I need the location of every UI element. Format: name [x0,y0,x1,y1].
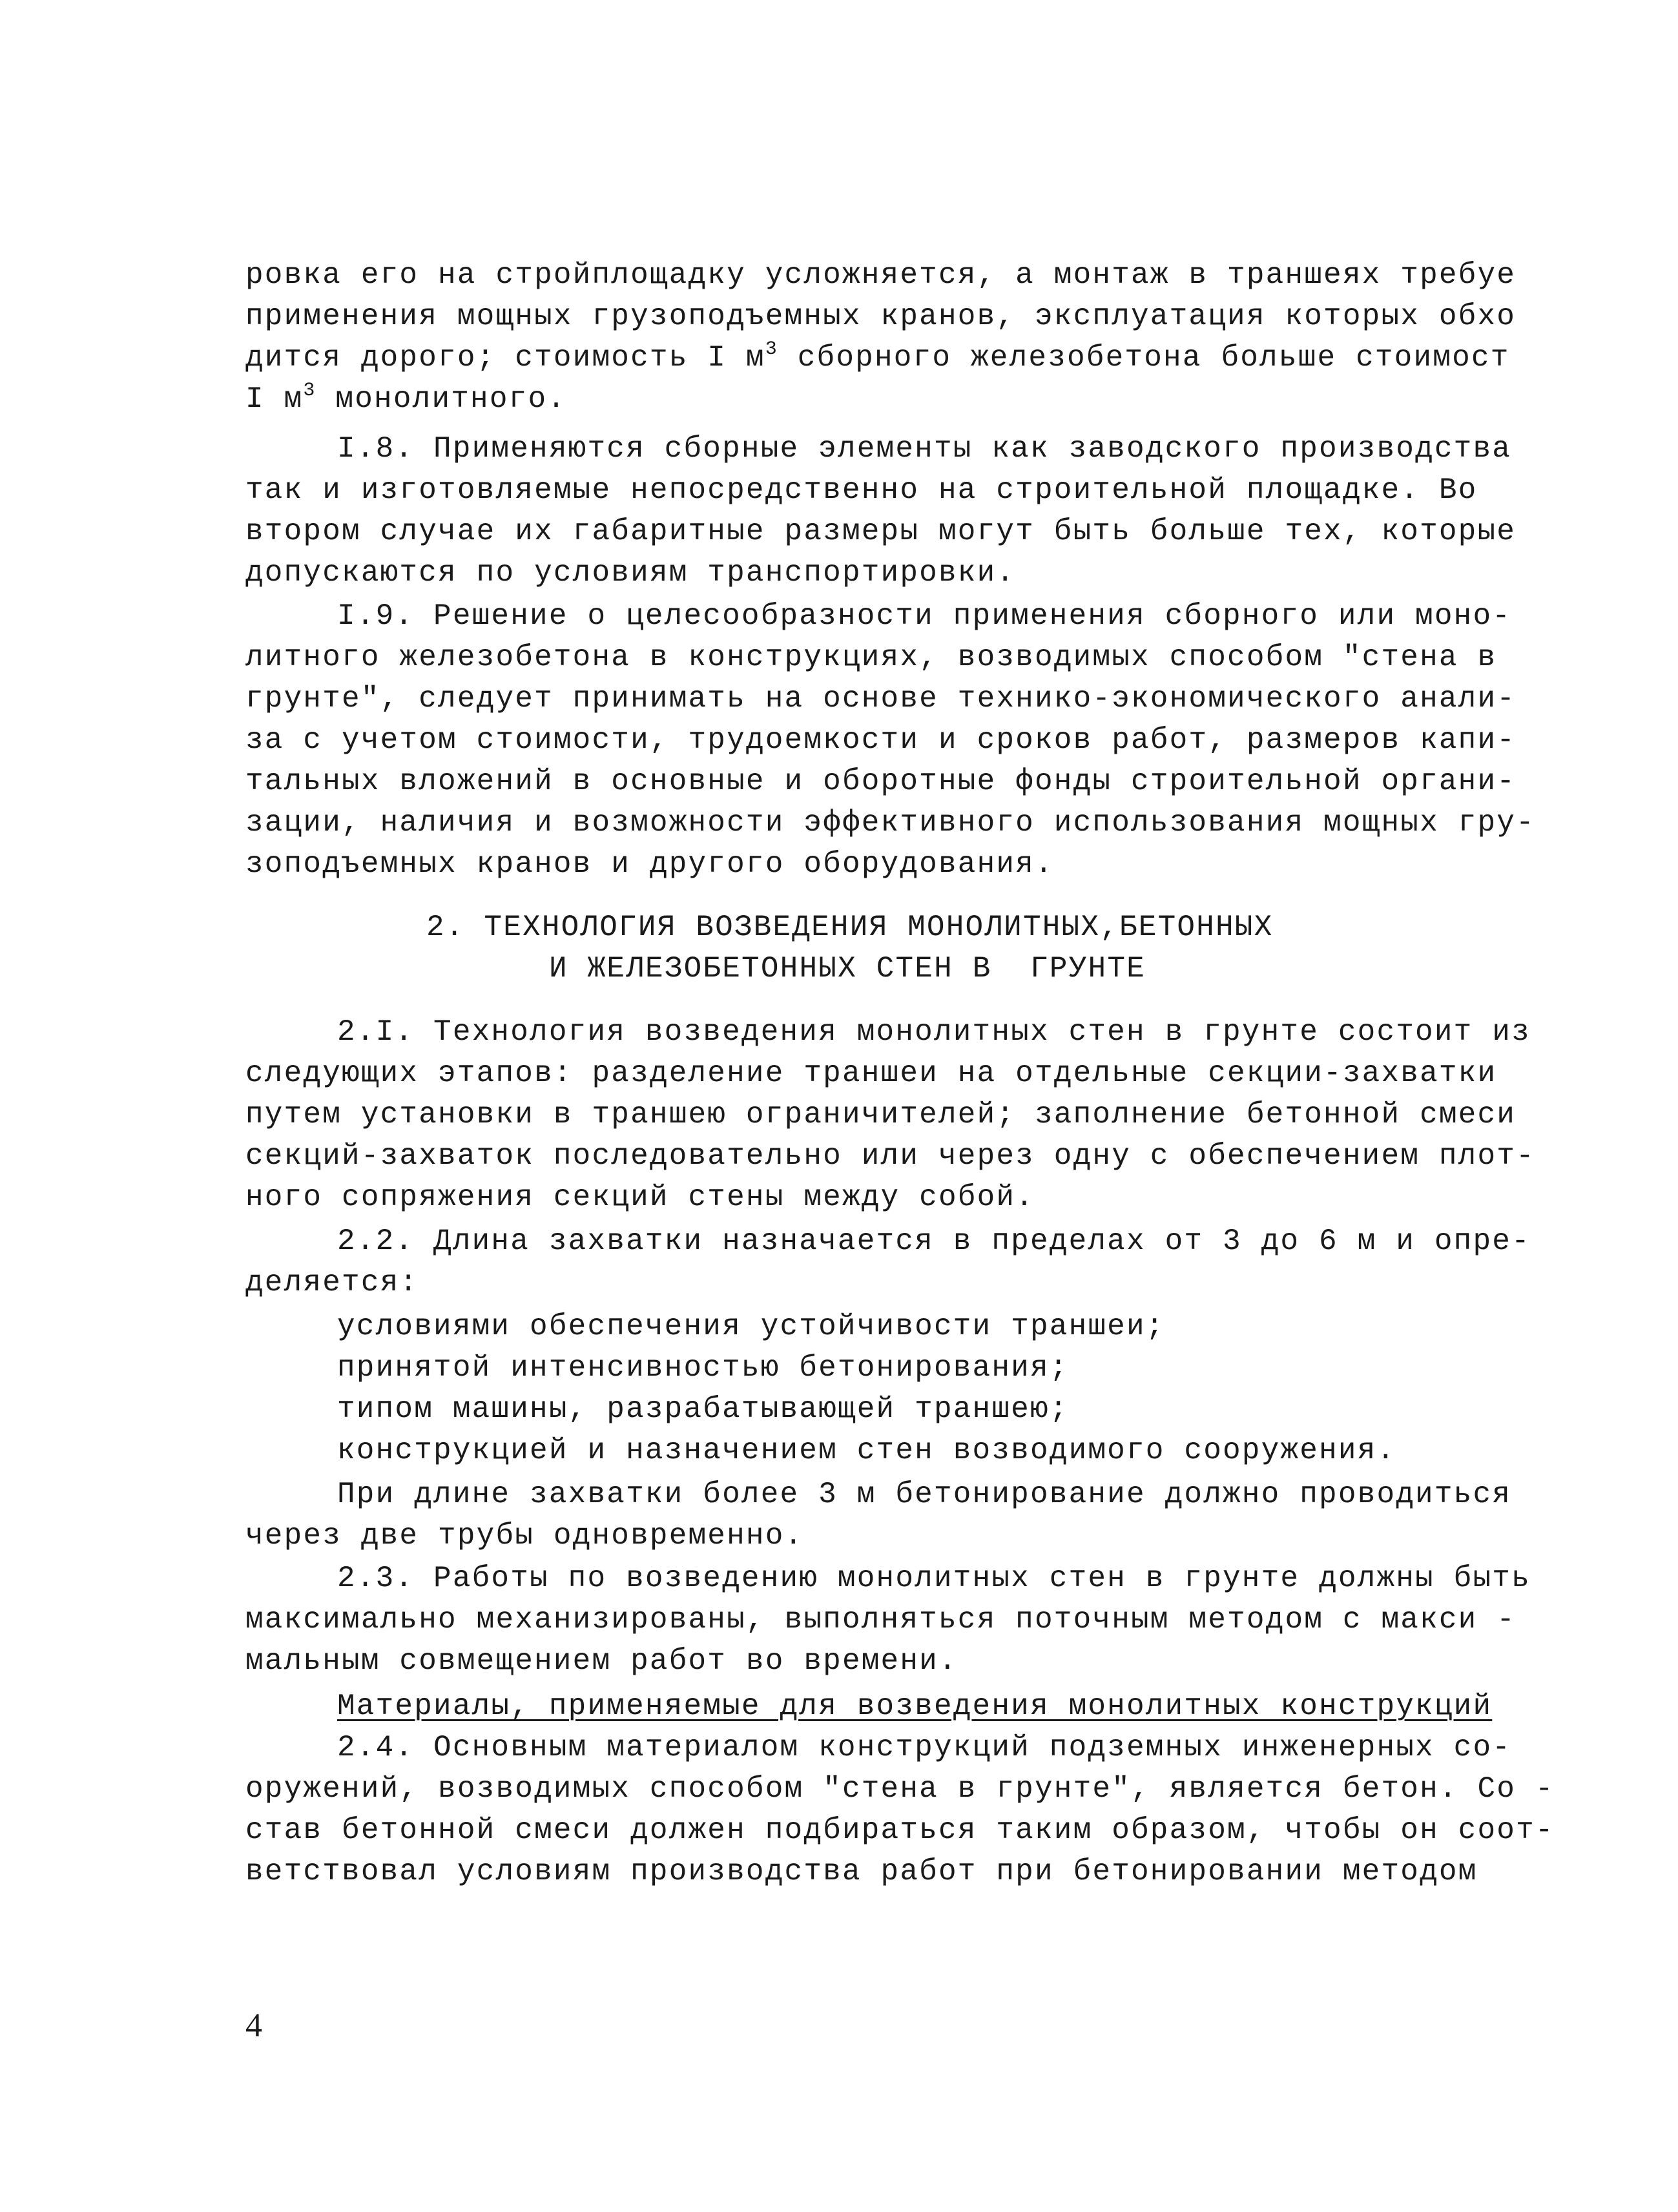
list-item: типом машины, разрабатывающей траншею; [337,1392,1069,1426]
superscript: 3 [765,338,778,360]
text-line: ровка его на стройплощадку усложняется, а монтаж в траншеях требуе [245,258,1517,292]
text-line: оружений, возводимых способом "стена в грунте", является бетон. Со - [245,1772,1555,1806]
page-number: 4 [245,2007,262,2044]
paragraph-2-4: 2.4. Основным материалом конструкций подземных инженерных со- [337,1731,1512,1764]
text-line: допускаются по условиям транспортировки. [245,556,1016,590]
text-line: При длине захватки более 3 м бетонирование должно проводиться [337,1478,1512,1511]
text-fragment: I м [245,382,304,416]
text-line: следующих этапов: разделение траншеи на отдельные секции-захватки [245,1057,1497,1090]
list-item: принятой интенсивностью бетонирования; [337,1351,1069,1385]
text-line: став бетонной смеси должен подбираться таким образом, чтобы он соот- [245,1814,1555,1847]
text-line: деляется: [245,1266,419,1299]
text-fragment: сборного железобетона больше стоимост [778,341,1510,375]
text-line: литного железобетона в конструкциях, возводимых способом "стена в [245,641,1497,674]
text-line: мальным совмещением работ во времени. [245,1644,958,1678]
text-fragment: дится дорого; стоимость I м [245,341,765,375]
text-line: ветствовал условиям производства работ при бетонировании методом [245,1855,1478,1888]
list-item: условиями обеспечения устойчивости траншеи; [337,1310,1165,1343]
text-line: через две трубы одновременно. [245,1519,804,1553]
text-line: втором случае их габаритные размеры могут быть больше тех, которые [245,515,1517,548]
paragraph-2-1: 2.I. Технология возведения монолитных стен в грунте состоит из [337,1015,1531,1049]
text-line: грунте", следует принимать на основе технико-экономического анали- [245,682,1517,716]
paragraph-1-8: I.8. Применяются сборные элементы как заводского производства [337,432,1512,466]
text-line: так и изготовляемые непосредственно на строительной площадке. Во [245,473,1478,507]
text-line: за с учетом стоимости, трудоемкости и сроков работ, размеров капи- [245,723,1517,757]
section-heading-continued: И ЖЕЛЕЗОБЕТОННЫХ СТЕН В ГРУНТЕ [549,952,1146,986]
superscript: 3 [303,380,316,402]
text-line: максимально механизированы, выполняться поточным методом с макси - [245,1603,1517,1637]
text-line: путем установки в траншею ограничителей; заполнение бетонной смеси [245,1098,1517,1132]
list-item: конструкцией и назначением стен возводимого сооружения. [337,1434,1396,1467]
subsection-heading: Материалы, применяемые для возведения монолитных конструкций [337,1690,1493,1723]
text-line: ного сопряжения секций стены между собой. [245,1181,1035,1214]
text-line: секций-захваток последовательно или через одну с обеспечением плот- [245,1139,1535,1173]
paragraph-2-3: 2.3. Работы по возведению монолитных стен в грунте должны быть [337,1562,1531,1595]
text-line: применения мощных грузоподъемных кранов, эксплуатация которых обхо [245,300,1517,333]
text-line [245,378,566,420]
text-fragment: монолитного. [316,382,567,416]
text-line [245,337,1510,378]
text-line: зации, наличия и возможности эффективного использования мощных гру- [245,806,1535,840]
section-heading: 2. ТЕХНОЛОГИЯ ВОЗВЕДЕНИЯ МОНОЛИТНЫХ,БЕТОННЫХ [426,911,1274,944]
paragraph-2-2: 2.2. Длина захватки назначается в пределах от 3 до 6 м и опре- [337,1225,1531,1258]
text-line: зоподъемных кранов и другого оборудования. [245,847,1054,881]
paragraph-1-9: I.9. Решение о целесообразности применения сборного или моно- [337,599,1512,633]
text-line: тальных вложений в основные и оборотные фонды строительной органи- [245,765,1517,798]
